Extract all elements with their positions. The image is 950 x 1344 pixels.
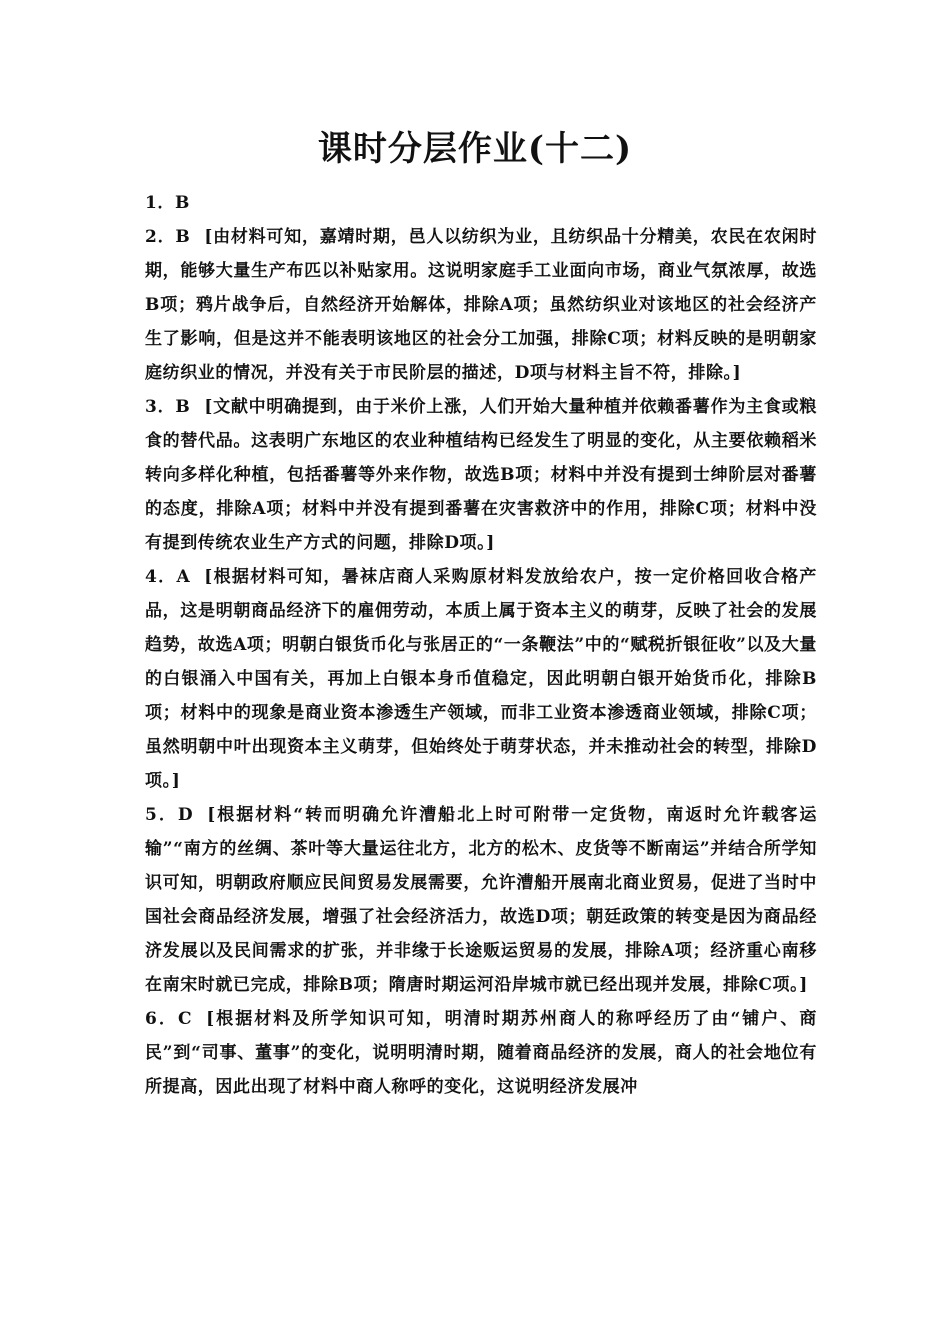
answer-number: 6．	[145, 1009, 178, 1029]
answer-explanation: [文献中明确提到，由于米价上涨，人们开始大量种植并依赖番薯作为主食或粮食的替代品。这表明广东地区的农业种植结构已经发生了明显的变化，从主要依赖稻米转向多样化种植，包括番薯等外来作物，故选B项；材料中并没有提到士绅阶层对番薯的态度，排除A项；材料中并没有提到番薯在灾害救济中的作用，排除C项；材料中没有提到传统农业生产方式的问题，排除D项。]	[145, 397, 817, 553]
answer-explanation: [由材料可知，嘉靖时期，邑人以纺织为业，且纺织品十分精美，农民在农闲时期，能够大量生产布匹以补贴家用。这说明家庭手工业面向市场，商业气氛浓厚，故选B项；鸦片战争后，自然经济开始解体，排除A项；虽然纺织业对该地区的社会经济产生了影响，但是这并不能表明该地区的社会分工加强，排除C项；材料反映的是明朝家庭纺织业的情况，并没有关于市民阶层的描述，D项与材料主旨不符，排除。]	[145, 227, 817, 383]
answer-item-5	[145, 798, 817, 1002]
answer-choice: B	[175, 193, 190, 213]
answer-item-4	[145, 560, 817, 798]
answer-number: 2．	[145, 227, 176, 247]
answer-explanation: [根据材料及所学知识可知，明清时期苏州商人的称呼经历了由“铺户、商民”到“司事、董事”的变化，说明明清时期，随着商品经济的发展，商人的社会地位有所提高，因此出现了材料中商人称呼的变化，这说明经济发展冲	[145, 1009, 818, 1097]
answer-item-2	[145, 220, 817, 390]
answer-choice: B	[175, 397, 191, 417]
answer-number: 5．	[145, 805, 178, 825]
answer-choice: C	[177, 1009, 193, 1029]
answer-list	[145, 186, 817, 1104]
answer-choice: B	[175, 227, 191, 247]
answer-explanation: [根据材料“转而明确允许漕船北上时可附带一定货物，南返时允许载客运输”“南方的丝绸、茶叶等大量运往北方，北方的松木、皮货等不断南运”并结合所学知识可知，明朝政府顺应民间贸易发展需要，允许漕船开展南北商业贸易，促进了当时中国社会商品经济发展，增强了社会经济活力，故选D项；朝廷政策的转变是因为商品经济发展以及民间需求的扩张，并非缘于长途贩运贸易的发展，排除A项；经济重心南移在南宋时就已完成，排除B项；隋唐时期运河沿岸城市就已经出现并发展，排除C项。]	[145, 805, 817, 995]
answer-item-1	[145, 186, 817, 220]
answer-choice: D	[177, 805, 194, 825]
answer-item-6	[145, 1002, 817, 1104]
answer-choice: A	[176, 567, 191, 587]
answer-number: 3．	[145, 397, 176, 417]
answer-item-3	[145, 390, 817, 560]
page-title: 课时分层作业(十二)	[317, 129, 633, 169]
answer-number: 1．	[145, 193, 176, 213]
answer-number: 4．	[145, 567, 177, 587]
answer-explanation: [根据材料可知，暑袜店商人采购原材料发放给农户，按一定价格回收合格产品，这是明朝商品经济下的雇佣劳动，本质上属于资本主义的萌芽，反映了社会的发展趋势，故选A项；明朝白银货币化与张居正的“一条鞭法”中的“赋税折银征收”以及大量的白银涌入中国有关，再加上白银本身币值稳定，因此明朝白银开始货币化，排除B项；材料中的现象是商业资本渗透生产领域，而非工业资本渗透商业领域，排除C项；虽然明朝中叶出现资本主义萌芽，但始终处于萌芽状态，并未推动社会的转型，排除D项。]	[145, 567, 817, 791]
